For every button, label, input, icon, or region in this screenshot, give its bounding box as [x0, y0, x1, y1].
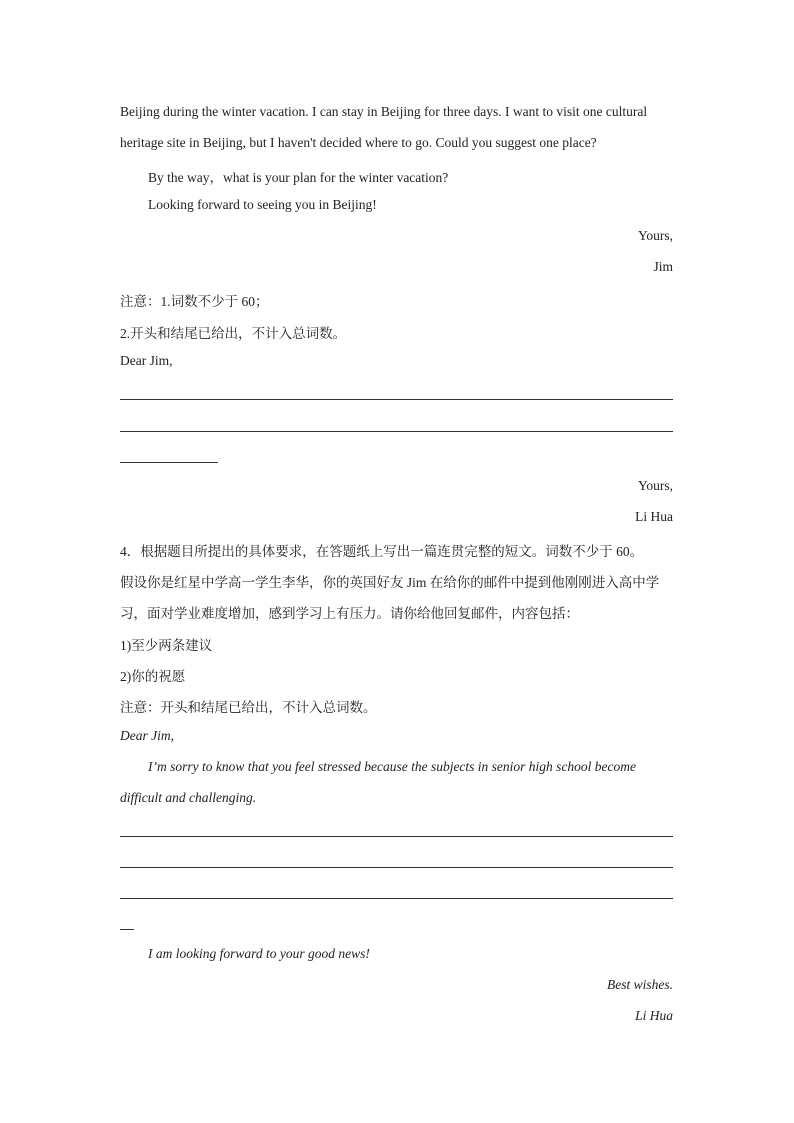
task3-note-line2: 2.开头和结尾已给出，不计入总词数。 — [120, 326, 347, 341]
task4-prompt-line1: 4．根据题目所提出的具体要求，在答题纸上写出一篇连贯完整的短文。词数不少于 60。 — [120, 544, 644, 559]
letter1-closing: Yours, — [637, 228, 673, 243]
task4-opening-line2: difficult and challenging. — [120, 790, 257, 805]
task4-note: 注意：开头和结尾已给出，不计入总词数。 — [120, 700, 377, 715]
answer-line[interactable] — [120, 836, 673, 837]
task3-greeting: Dear Jim, — [120, 353, 173, 368]
task4-item2: 2)你的祝愿 — [120, 669, 186, 684]
letter1-signature: Jim — [653, 259, 673, 274]
task4-greeting: Dear Jim, — [120, 728, 174, 743]
task3-closing: Yours, — [637, 478, 673, 493]
task3-note-line1: 注意：1.词数不少于 60； — [120, 294, 269, 309]
answer-line[interactable] — [120, 898, 673, 899]
answer-line[interactable] — [120, 867, 673, 868]
task4-opening-line1: I’m sorry to know that you feel stressed because the subjects in senior high school become — [148, 759, 637, 774]
answer-line[interactable] — [120, 431, 673, 432]
task4-signature: Li Hua — [635, 1008, 673, 1023]
answer-line[interactable] — [120, 399, 673, 400]
task4-closing: Best wishes. — [607, 977, 673, 992]
task4-prompt-line2: 假设你是红星中学高一学生李华，你的英国好友 Jim 在给你的邮件中提到他刚刚进入高中学 — [120, 575, 660, 590]
letter1-paragraph1-line1: Beijing during the winter vacation. I can stay in Beijing for three days. I want to visit one cultural — [120, 104, 648, 119]
answer-line[interactable] — [120, 462, 218, 463]
task4-ending: I am looking forward to your good news! — [148, 946, 370, 961]
task4-prompt-line3: 习，面对学业难度增加，感到学习上有压力。请你给他回复邮件，内容包括： — [120, 606, 579, 621]
task4-item1: 1)至少两条建议 — [120, 638, 213, 653]
letter1-paragraph2: By the way，what is your plan for the winter vacation? — [148, 170, 449, 185]
answer-line[interactable] — [120, 929, 134, 930]
letter1-paragraph1-line2: heritage site in Beijing, but I haven't decided where to go. Could you suggest one place? — [120, 135, 597, 150]
letter1-paragraph3: Looking forward to seeing you in Beijing! — [148, 197, 377, 212]
task3-signature: Li Hua — [635, 509, 673, 524]
